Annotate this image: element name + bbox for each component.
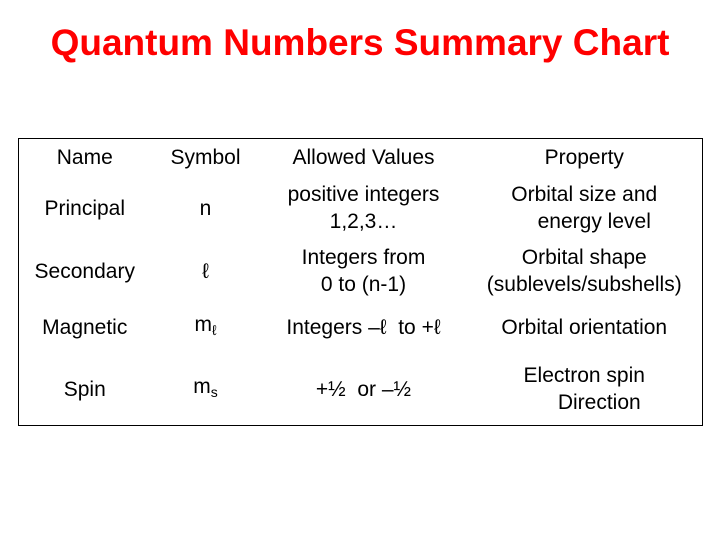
header-symbol: Symbol xyxy=(170,145,241,169)
allowed-values-cell xyxy=(261,301,467,353)
allowed-line: 0 to (n-1) xyxy=(320,273,407,296)
property-cell xyxy=(467,175,703,241)
symbol-base: ℓ xyxy=(202,259,209,283)
property-line: energy level xyxy=(537,210,651,233)
symbol-cell xyxy=(151,301,261,353)
property-line: Electron spin xyxy=(523,364,645,387)
symbol-cell xyxy=(151,175,261,241)
header-allowed-values: Allowed Values xyxy=(292,145,435,169)
symbol-subscript: ℓ xyxy=(211,321,217,338)
table-row xyxy=(19,241,703,301)
allowed-values-cell xyxy=(261,353,467,426)
name-cell: Spin xyxy=(63,377,106,401)
table-row xyxy=(19,301,703,353)
name-cell: Magnetic xyxy=(42,315,128,339)
allowed-line: Integers –ℓ to +ℓ xyxy=(286,315,441,339)
table-row xyxy=(19,175,703,241)
symbol-base: m xyxy=(194,312,212,336)
symbol-cell xyxy=(151,241,261,301)
property-line: Orbital orientation xyxy=(501,315,668,339)
page-title: Quantum Numbers Summary Chart xyxy=(50,22,670,63)
allowed-line: Integers from xyxy=(301,246,426,269)
allowed-line: positive integers xyxy=(287,183,440,206)
allowed-values-cell xyxy=(261,175,467,241)
symbol-base: m xyxy=(193,374,211,398)
quantum-numbers-table xyxy=(18,138,703,426)
symbol-cell xyxy=(151,353,261,426)
property-line: Orbital shape xyxy=(521,246,647,269)
property-cell xyxy=(467,353,703,426)
allowed-line: 1,2,3… xyxy=(329,210,398,233)
allowed-values-cell xyxy=(261,241,467,301)
symbol-subscript: s xyxy=(210,383,218,400)
table-header-row xyxy=(19,139,703,176)
name-cell: Secondary xyxy=(34,259,135,283)
symbol-base: n xyxy=(199,196,212,220)
name-cell: Principal xyxy=(44,196,126,220)
header-property: Property xyxy=(544,145,624,169)
property-line: Orbital size and xyxy=(511,183,658,206)
table-row xyxy=(19,353,703,426)
property-line: Direction xyxy=(557,391,641,414)
property-line: (sublevels/subshells) xyxy=(486,273,682,296)
property-cell xyxy=(467,301,703,353)
allowed-line: +½ or –½ xyxy=(315,377,412,401)
header-name: Name xyxy=(56,145,113,169)
property-cell xyxy=(467,241,703,301)
